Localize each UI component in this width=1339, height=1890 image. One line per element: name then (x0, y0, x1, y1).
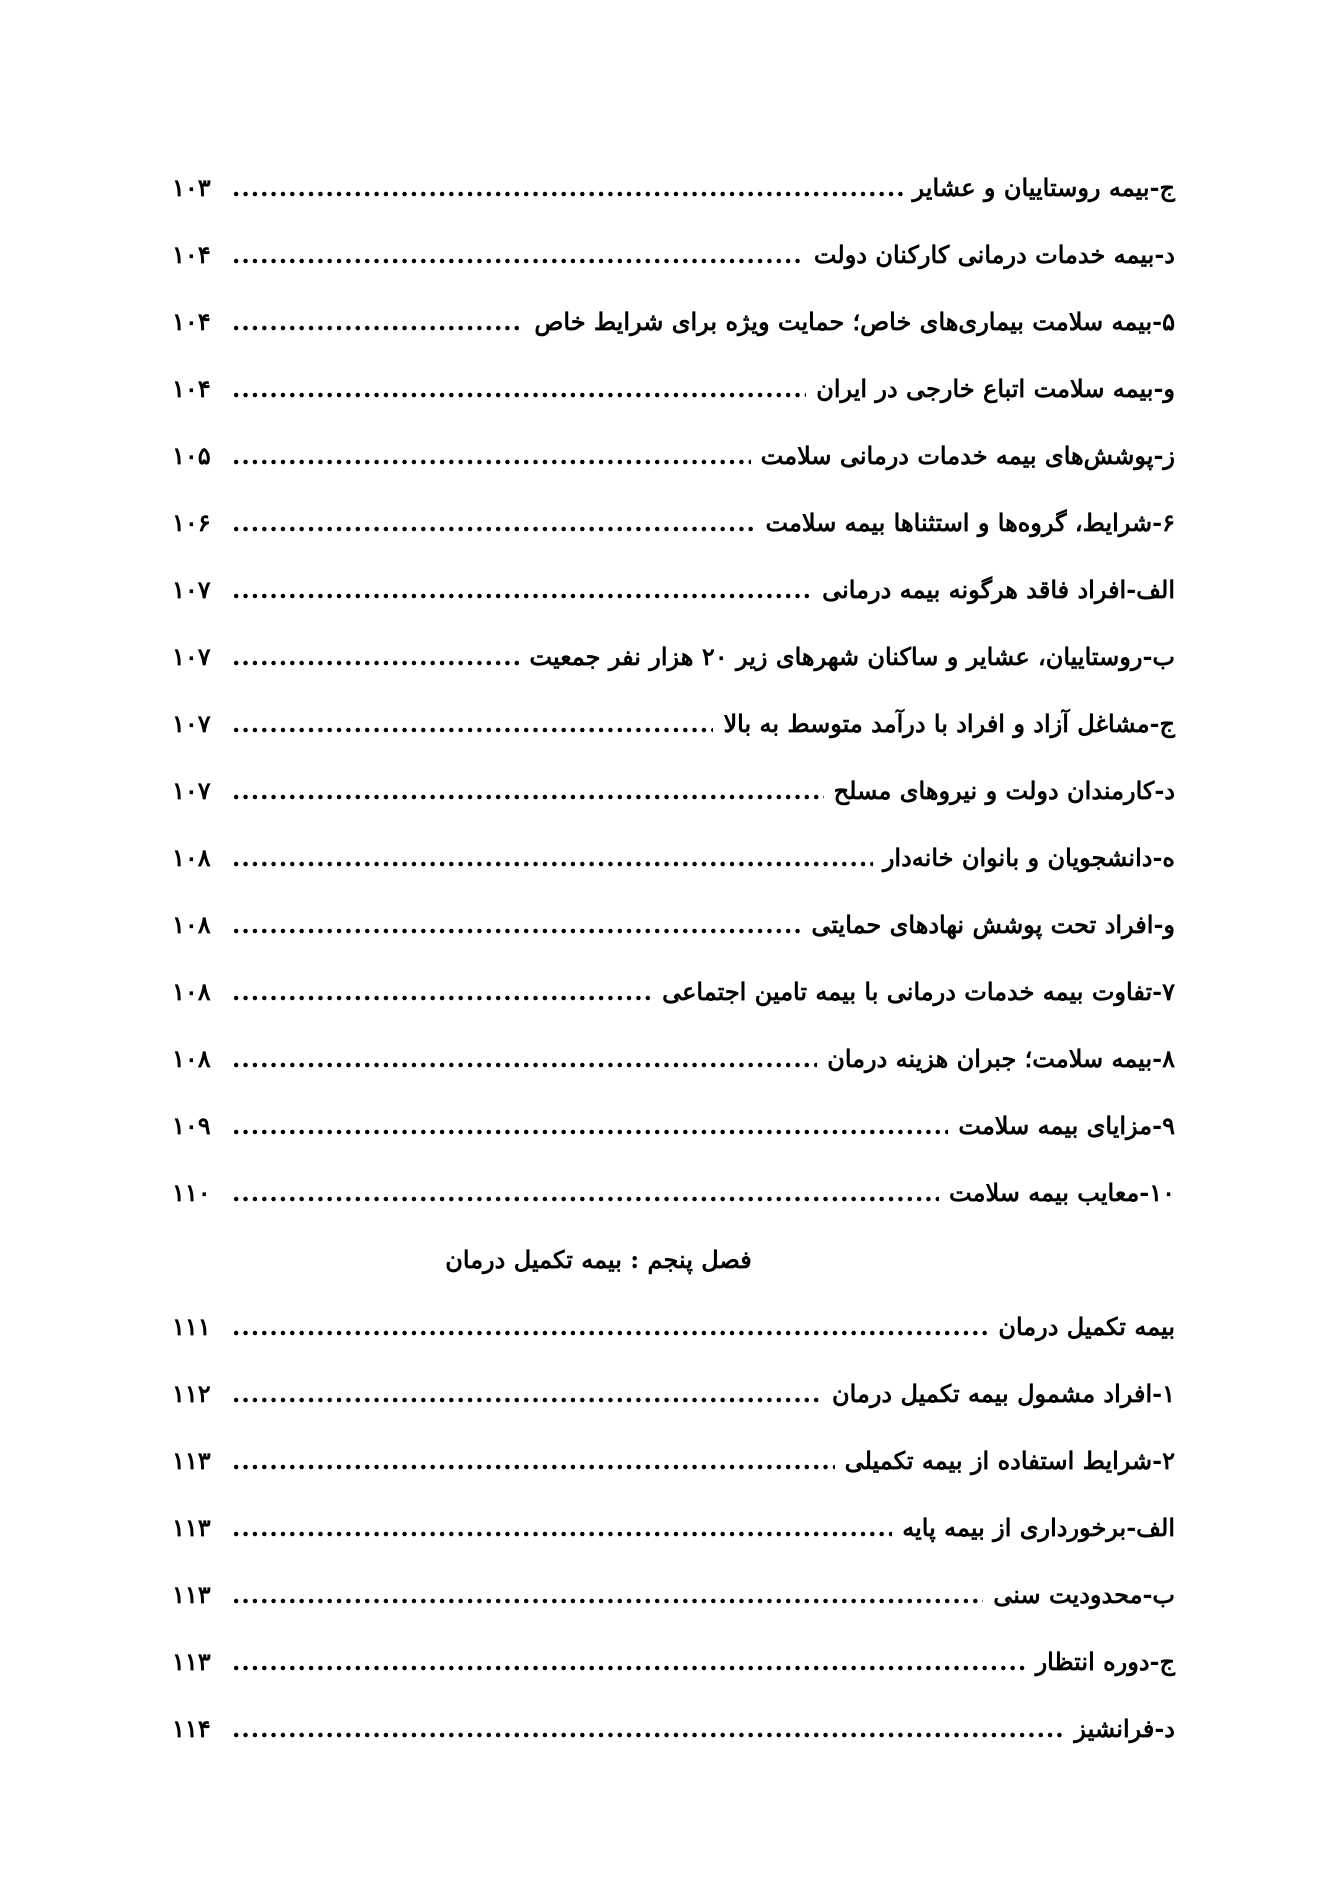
toc-entry-page: ۱۱۳ (172, 1580, 211, 1609)
toc-entry[interactable] (172, 1709, 1175, 1776)
toc-entry-title: د-بیمه خدمات درمانی کارکنان دولت (813, 240, 1175, 269)
toc-entry[interactable] (172, 1374, 1175, 1441)
toc-entry-title: ۶-شرایط، گروه‌ها و استثناها بیمه سلامت (765, 508, 1175, 537)
toc-entry-page: ۱۰۸ (172, 977, 211, 1006)
toc-entry-page: ۱۰۷ (172, 709, 211, 738)
toc-entry[interactable] (172, 771, 1175, 838)
toc-entry-title: ۱۰-معایب بیمه سلامت (949, 1178, 1175, 1207)
toc-entry[interactable] (172, 1039, 1175, 1106)
toc-entry-page: ۱۰۴ (172, 240, 211, 269)
dot-leader (232, 1173, 939, 1213)
toc-entry[interactable] (172, 369, 1175, 436)
dot-leader (232, 369, 806, 409)
toc-entry-page: ۱۰۶ (172, 508, 211, 537)
toc-entry-page: ۱۰۸ (172, 843, 211, 872)
toc-entry-title: ۵-بیمه سلامت بیماری‌های خاص؛ حمایت ویژه برای شرایط خاص (534, 307, 1175, 336)
toc-entry-page: ۱۰۴ (172, 374, 211, 403)
toc-entry[interactable] (172, 235, 1175, 302)
dot-leader (232, 1307, 988, 1347)
toc-entry-page: ۱۱۳ (172, 1647, 211, 1676)
toc-entry-title: ۹-مزایای بیمه سلامت (958, 1111, 1175, 1140)
toc-entry[interactable] (172, 637, 1175, 704)
dot-leader (232, 905, 801, 945)
dot-leader (232, 1508, 892, 1548)
dot-leader (232, 1106, 948, 1146)
toc-entry[interactable] (172, 570, 1175, 637)
toc-entry[interactable] (172, 1173, 1175, 1240)
dot-leader (232, 1441, 835, 1481)
toc-entry[interactable] (172, 1441, 1175, 1508)
toc-entry-page: ۱۱۴ (172, 1714, 211, 1743)
toc-entry-title: ۱-افراد مشمول بیمه تکمیل درمان (832, 1379, 1175, 1408)
toc-entry-page: ۱۱۲ (172, 1379, 211, 1408)
toc-entry-page: ۱۰۸ (172, 1044, 211, 1073)
dot-leader (232, 637, 519, 677)
toc-entry-title: و-بیمه سلامت اتباع خارجی در ایران (816, 374, 1175, 403)
toc-entry-title: ج-دوره انتظار (1035, 1647, 1175, 1676)
toc-entry-page: ۱۰۵ (172, 441, 211, 470)
toc-entry[interactable] (172, 704, 1175, 771)
toc-entry-title: ۸-بیمه سلامت؛ جبران هزینه درمان (827, 1044, 1175, 1073)
toc-entry[interactable] (172, 1307, 1175, 1374)
table-of-contents (172, 168, 1175, 1776)
toc-entry-page: ۱۰۴ (172, 307, 211, 336)
toc-entry[interactable] (172, 838, 1175, 905)
toc-entry-title: ه-دانشجویان و بانوان خانه‌دار (882, 843, 1175, 872)
toc-entry[interactable] (172, 972, 1175, 1039)
toc-entry[interactable] (172, 168, 1175, 235)
toc-entry[interactable] (172, 1642, 1175, 1709)
toc-entry-title: ز-پوشش‌های بیمه خدمات درمانی سلامت (760, 441, 1175, 470)
toc-entry-title: د-کارمندان دولت و نیروهای مسلح (833, 776, 1175, 805)
dot-leader (232, 1709, 1064, 1749)
toc-entry-page: ۱۱۳ (172, 1446, 211, 1475)
toc-entry[interactable] (172, 905, 1175, 972)
dot-leader (232, 771, 824, 811)
dot-leader (232, 168, 903, 208)
toc-entry-title: الف-افراد فاقد هرگونه بیمه درمانی (822, 575, 1175, 604)
dot-leader (232, 1575, 983, 1615)
toc-entry-page: ۱۰۷ (172, 575, 211, 604)
dot-leader (232, 503, 755, 543)
toc-entry-page: ۱۰۳ (172, 173, 211, 202)
toc-entry-page: ۱۰۷ (172, 642, 211, 671)
toc-entry[interactable] (172, 1508, 1175, 1575)
toc-entry-title: ب-محدودیت سنی (993, 1580, 1175, 1609)
dot-leader (232, 436, 751, 476)
toc-entry-page: ۱۰۸ (172, 910, 211, 939)
toc-entry[interactable] (172, 1575, 1175, 1642)
dot-leader (232, 302, 524, 342)
toc-entry-page: ۱۱۳ (172, 1513, 211, 1542)
dot-leader (232, 570, 812, 610)
dot-leader (232, 1642, 1026, 1682)
toc-entry-title: ج-بیمه روستاییان و عشایر (912, 173, 1175, 202)
toc-entry-title: بیمه تکمیل درمان (998, 1312, 1175, 1341)
dot-leader (232, 1039, 817, 1079)
dot-leader (232, 1374, 822, 1414)
toc-entry-title: الف-برخورداری از بیمه پایه (902, 1513, 1175, 1542)
toc-entry-title: ب-روستاییان، عشایر و ساکنان شهرهای زیر ۲۰ هزار نفر جمعیت (529, 642, 1175, 671)
toc-entry-title: و-افراد تحت پوشش نهادهای حمایتی (811, 910, 1175, 939)
toc-entry-title: ج-مشاغل آزاد و افراد با درآمد متوسط به بالا (723, 709, 1175, 738)
toc-entry[interactable] (172, 302, 1175, 369)
toc-entry-title: د-فرانشیز (1074, 1714, 1175, 1743)
toc-entry-title: ۷-تفاوت بیمه خدمات درمانی با بیمه تامین اجتماعی (662, 977, 1175, 1006)
toc-entry-page: ۱۰۷ (172, 776, 211, 805)
toc-entry-title: ۲-شرایط استفاده از بیمه تکمیلی (844, 1446, 1175, 1475)
toc-entry[interactable] (172, 503, 1175, 570)
dot-leader (232, 704, 713, 744)
toc-entry-page: ۱۰۹ (172, 1111, 211, 1140)
dot-leader (232, 235, 804, 275)
toc-entry-page: ۱۱۰ (172, 1178, 211, 1207)
dot-leader (232, 972, 652, 1012)
toc-entry[interactable] (172, 1106, 1175, 1173)
toc-entry[interactable] (172, 436, 1175, 503)
toc-entry-page: ۱۱۱ (172, 1312, 211, 1341)
dot-leader (232, 838, 873, 878)
chapter-heading: فصل پنجم : بیمه تکمیل درمان (445, 1245, 752, 1274)
